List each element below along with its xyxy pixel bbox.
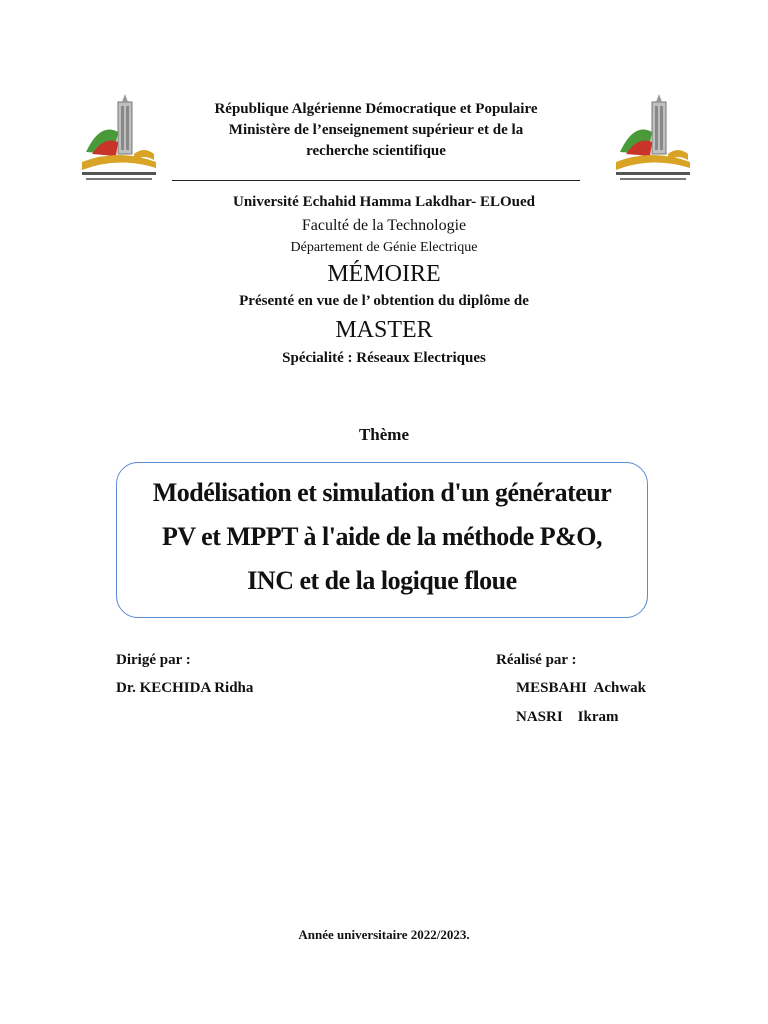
header-line-3: recherche scientifique — [306, 143, 446, 159]
thesis-title-line: PV et MPPT à l'aide de la méthode P&O, — [161, 522, 603, 551]
speciality: Spécialité : Réseaux Electriques — [282, 350, 486, 366]
header-line-1: République Algérienne Démocratique et Populaire — [214, 101, 538, 117]
supervisor-name: Dr. KECHIDA Ridha — [116, 680, 254, 696]
header-divider — [172, 180, 580, 181]
university-logo-icon — [78, 92, 160, 184]
theme-label: Thème — [358, 425, 410, 444]
university-logo-icon — [612, 92, 694, 184]
document-type: MÉMOIRE — [327, 261, 441, 287]
thesis-title-line: Modélisation et simulation d'un générateur — [152, 478, 612, 507]
academic-year: Année universitaire 2022/2023. — [298, 927, 470, 942]
degree-name: MASTER — [335, 317, 433, 343]
author-name: NASRI Ikram — [516, 709, 619, 725]
faculty-name: Faculté de la Technologie — [301, 217, 467, 234]
presented-line: Présenté en vue de l’ obtention du diplôme de — [239, 293, 529, 309]
department-name: Département de Génie Electrique — [290, 240, 478, 255]
thesis-title-line: INC et de la logique floue — [247, 566, 517, 595]
thesis-title — [116, 471, 648, 603]
header-line-2: Ministère de l’enseignement supérieur et de la — [228, 122, 524, 138]
authors-label: Réalisé par : — [496, 652, 577, 668]
author-name: MESBAHI Achwak — [516, 680, 647, 696]
university-name: Université Echahid Hamma Lakdhar- ELOued — [233, 194, 535, 210]
supervisor-label: Dirigé par : — [116, 652, 191, 668]
republic-header — [172, 99, 580, 162]
